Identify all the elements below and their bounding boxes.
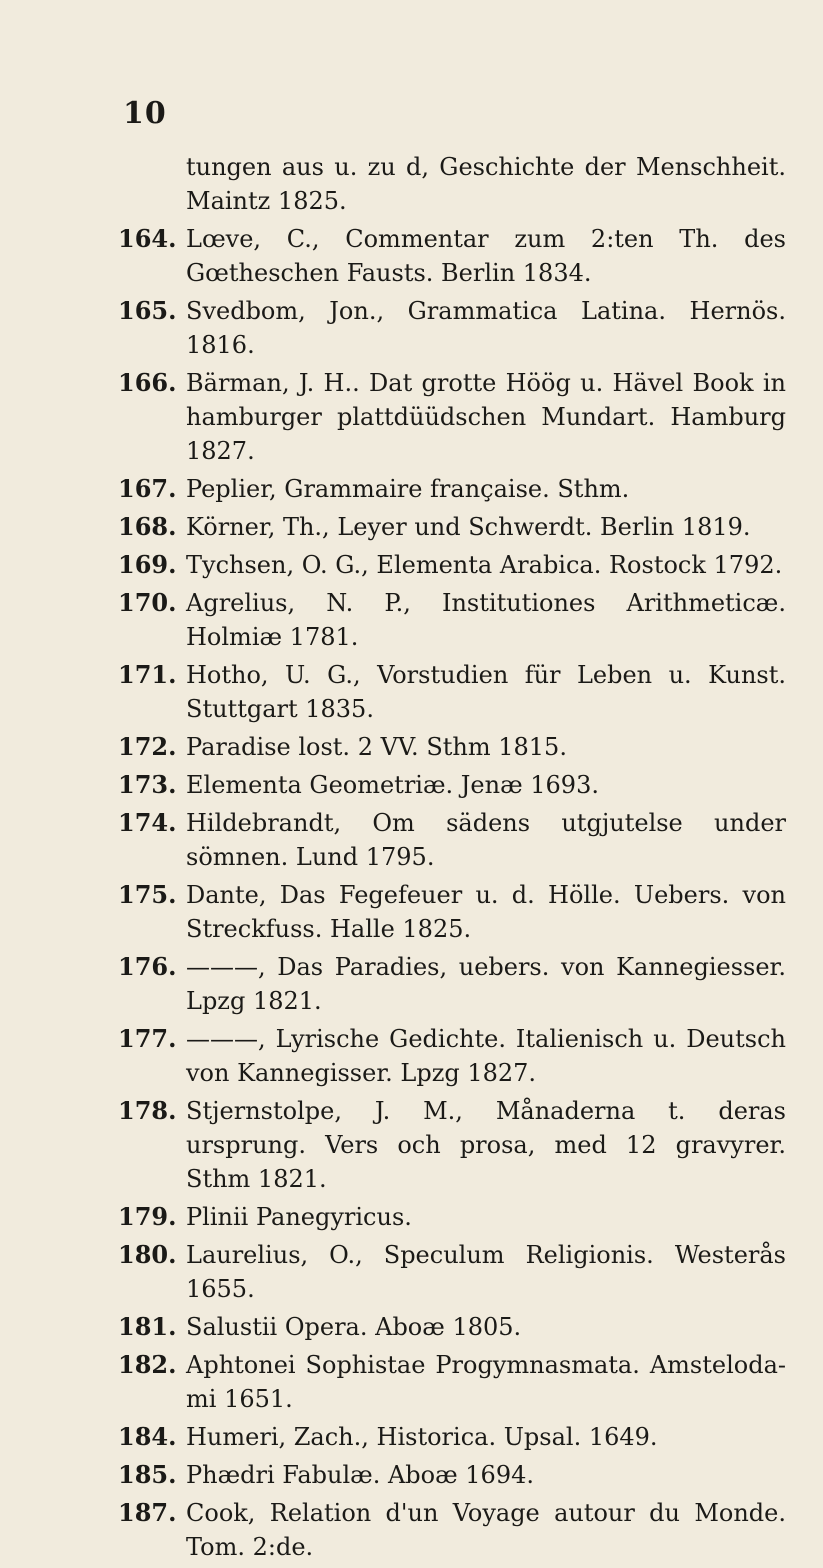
entry-text: Agrelius, N. P., Institutiones Arithmeticæ. Holmiæ 1781. <box>186 589 786 651</box>
catalogue-entry <box>118 1420 786 1454</box>
entry-number: 173. <box>118 770 177 799</box>
entry-text: Salustii Opera. Aboæ 1805. <box>186 1313 522 1341</box>
catalogue-entry <box>118 1238 786 1306</box>
catalogue-entry <box>118 472 786 506</box>
entry-text: Bärman, J. H.. Dat grotte Höög u. Hävel Book in hamburger plattdüüdschen Mundart. Hamburg 1827. <box>186 369 786 465</box>
entry-number: 171. <box>118 660 177 689</box>
entry-text: ———, Das Paradies, uebers. von Kannegiesser. Lpzg 1821. <box>186 953 786 1015</box>
catalogue-entry <box>118 366 786 468</box>
catalogue-entry <box>118 1200 786 1234</box>
catalogue-entry <box>118 1348 786 1416</box>
entry-number: 185. <box>118 1460 177 1489</box>
entry-number: 167. <box>118 474 177 503</box>
entry-text: Elementa Geometriæ. Jenæ 1693. <box>186 771 599 799</box>
catalogue-entries <box>118 150 786 1568</box>
entry-text: Phædri Fabulæ. Aboæ 1694. <box>186 1461 534 1489</box>
catalogue-entry <box>118 222 786 290</box>
entry-number: 169. <box>118 550 177 579</box>
entry-number: 184. <box>118 1422 177 1451</box>
entry-text: Svedbom, Jon., Grammatica Latina. Hernös. 1816. <box>186 297 786 359</box>
entry-text: Lœve, C., Commentar zum 2:ten Th. des Gœtheschen Fausts. Berlin 1834. <box>186 225 786 287</box>
catalogue-entry <box>118 510 786 544</box>
catalogue-entry <box>118 768 786 802</box>
catalogue-entry <box>118 1094 786 1196</box>
catalogue-entry <box>118 878 786 946</box>
entry-text: Humeri, Zach., Historica. Upsal. 1649. <box>186 1423 658 1451</box>
entry-text: Peplier, Grammaire française. Sthm. <box>186 475 630 503</box>
catalogue-entry <box>118 548 786 582</box>
entry-number: 181. <box>118 1312 177 1341</box>
entry-number: 175. <box>118 880 177 909</box>
catalogue-entry <box>118 1458 786 1492</box>
entry-text: tungen aus u. zu d, Geschichte der Menschheit. Maintz 1825. <box>186 153 786 215</box>
catalogue-entry <box>118 1022 786 1090</box>
entry-number: 164. <box>118 224 177 253</box>
entry-number: 168. <box>118 512 177 541</box>
entry-number: 178. <box>118 1096 177 1125</box>
entry-number: 179. <box>118 1202 177 1231</box>
catalogue-entry <box>118 1496 786 1564</box>
catalogue-entry <box>118 1310 786 1344</box>
entry-text: Hildebrandt, Om sädens utgjutelse under sömnen. Lund 1795. <box>186 809 786 871</box>
entry-number: 170. <box>118 588 177 617</box>
entry-text: Aphtonei Sophistae Progymnasmata. Amsteloda-mi 1651. <box>186 1351 786 1413</box>
entry-text: Tychsen, O. G., Elementa Arabica. Rostock 1792. <box>186 551 783 579</box>
entry-number: 165. <box>118 296 177 325</box>
entry-number: 187. <box>118 1498 177 1527</box>
catalogue-entry <box>118 730 786 764</box>
entry-text: Hotho, U. G., Vorstudien für Leben u. Kunst. Stuttgart 1835. <box>186 661 786 723</box>
entry-number: 176. <box>118 952 177 981</box>
entry-number: 174. <box>118 808 177 837</box>
entry-number: 182. <box>118 1350 177 1379</box>
entry-text: Dante, Das Fegefeuer u. d. Hölle. Uebers. von Streckfuss. Halle 1825. <box>186 881 786 943</box>
catalogue-entry <box>118 586 786 654</box>
entry-text: Paradise lost. 2 VV. Sthm 1815. <box>186 733 567 761</box>
catalogue-entry <box>118 806 786 874</box>
catalogue-entry <box>118 294 786 362</box>
page-number: 10 <box>123 96 167 131</box>
entry-number: 177. <box>118 1024 177 1053</box>
entry-text: Laurelius, O., Speculum Religionis. Westerås 1655. <box>186 1241 786 1303</box>
entry-text: Stjernstolpe, J. M., Månaderna t. deras ursprung. Vers och prosa, med 12 gravyrer. Sthm 1821. <box>186 1097 786 1193</box>
entry-text: Cook, Relation d'un Voyage autour du Monde. Tom. 2:de. <box>186 1499 786 1561</box>
catalogue-entry <box>118 950 786 1018</box>
entry-number: 166. <box>118 368 177 397</box>
entry-text: Körner, Th., Leyer und Schwerdt. Berlin 1819. <box>186 513 751 541</box>
entry-text: ———, Lyrische Gedichte. Italienisch u. Deutsch von Kannegisser. Lpzg 1827. <box>186 1025 786 1087</box>
entry-text: Plinii Panegyricus. <box>186 1203 412 1231</box>
catalogue-entry <box>118 150 786 218</box>
entry-number: 172. <box>118 732 177 761</box>
entry-number: 180. <box>118 1240 177 1269</box>
catalogue-entry <box>118 658 786 726</box>
